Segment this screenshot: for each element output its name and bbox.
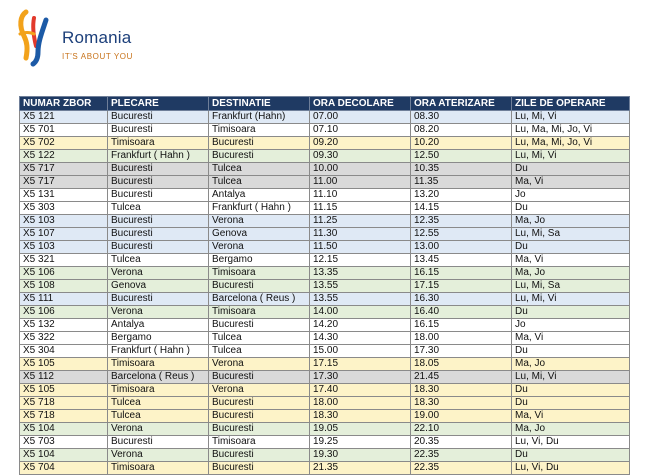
table-header [20, 97, 630, 111]
takeoff-time-cell: 15.00 [310, 345, 411, 358]
table-row [20, 241, 630, 254]
landing-time-cell: 16.40 [411, 306, 512, 319]
destination-cell: Bucuresti [209, 371, 310, 384]
landing-time-cell: 16.30 [411, 293, 512, 306]
departure-cell: Timisoara [108, 358, 209, 371]
takeoff-time-cell: 14.30 [310, 332, 411, 345]
operating-days-cell: Lu, Mi, Vi [512, 371, 630, 384]
flight-number-cell: X5 105 [20, 384, 108, 397]
destination-cell: Bucuresti [209, 150, 310, 163]
flight-number-cell: X5 322 [20, 332, 108, 345]
landing-time-cell: 12.55 [411, 228, 512, 241]
departure-cell: Timisoara [108, 137, 209, 150]
table-body [20, 111, 630, 475]
operating-days-cell: Lu, Mi, Sa [512, 280, 630, 293]
operating-days-cell: Ma, Vi [512, 254, 630, 267]
operating-days-cell: Ma, Jo [512, 267, 630, 280]
departure-cell: Bucuresti [108, 241, 209, 254]
table-row [20, 202, 630, 215]
operating-days-cell: Du [512, 384, 630, 397]
landing-time-cell: 16.15 [411, 267, 512, 280]
operating-days-cell: Du [512, 306, 630, 319]
table-row [20, 306, 630, 319]
takeoff-time-cell: 14.20 [310, 319, 411, 332]
operating-days-cell: Du [512, 345, 630, 358]
table-row [20, 397, 630, 410]
landing-time-cell: 10.35 [411, 163, 512, 176]
flight-number-cell: X5 703 [20, 436, 108, 449]
takeoff-time-cell: 14.00 [310, 306, 411, 319]
destination-cell: Barcelona ( Reus ) [209, 293, 310, 306]
flight-number-cell: X5 321 [20, 254, 108, 267]
departure-cell: Tulcea [108, 254, 209, 267]
takeoff-time-cell: 10.00 [310, 163, 411, 176]
landing-time-cell: 18.00 [411, 332, 512, 345]
table-row [20, 384, 630, 397]
table-row [20, 410, 630, 423]
takeoff-time-cell: 11.00 [310, 176, 411, 189]
landing-time-cell: 14.15 [411, 202, 512, 215]
takeoff-time-cell: 09.20 [310, 137, 411, 150]
departure-cell: Verona [108, 306, 209, 319]
landing-time-cell: 17.30 [411, 345, 512, 358]
operating-days-cell: Lu, Mi, Sa [512, 228, 630, 241]
operating-days-cell: Ma, Jo [512, 423, 630, 436]
departure-cell: Frankfurt ( Hahn ) [108, 150, 209, 163]
flight-number-cell: X5 717 [20, 163, 108, 176]
table-row [20, 280, 630, 293]
departure-cell: Bucuresti [108, 228, 209, 241]
table-row [20, 111, 630, 124]
takeoff-time-cell: 13.35 [310, 267, 411, 280]
operating-days-cell: Lu, Mi, Vi [512, 150, 630, 163]
takeoff-time-cell: 11.15 [310, 202, 411, 215]
landing-time-cell: 18.30 [411, 384, 512, 397]
table-row [20, 267, 630, 280]
landing-time-cell: 13.00 [411, 241, 512, 254]
destination-cell: Frankfurt ( Hahn ) [209, 202, 310, 215]
operating-days-cell: Du [512, 163, 630, 176]
takeoff-time-cell: 19.25 [310, 436, 411, 449]
table-row [20, 462, 630, 475]
landing-time-cell: 18.30 [411, 397, 512, 410]
landing-time-cell: 22.10 [411, 423, 512, 436]
flight-number-cell: X5 122 [20, 150, 108, 163]
destination-cell: Verona [209, 358, 310, 371]
departure-cell: Bucuresti [108, 189, 209, 202]
departure-cell: Bucuresti [108, 436, 209, 449]
operating-days-cell: Lu, Ma, Mi, Jo, Vi [512, 137, 630, 150]
departure-cell: Bergamo [108, 332, 209, 345]
landing-time-cell: 13.45 [411, 254, 512, 267]
takeoff-time-cell: 17.15 [310, 358, 411, 371]
takeoff-time-cell: 12.15 [310, 254, 411, 267]
flight-number-cell: X5 718 [20, 397, 108, 410]
departure-cell: Tulcea [108, 202, 209, 215]
flight-number-cell: X5 718 [20, 410, 108, 423]
destination-cell: Timisoara [209, 436, 310, 449]
table-row [20, 358, 630, 371]
departure-cell: Bucuresti [108, 215, 209, 228]
table-row [20, 449, 630, 462]
table-row [20, 150, 630, 163]
flight-number-cell: X5 104 [20, 423, 108, 436]
landing-time-cell: 22.35 [411, 462, 512, 475]
table-row [20, 345, 630, 358]
flight-number-cell: X5 103 [20, 241, 108, 254]
flight-number-cell: X5 112 [20, 371, 108, 384]
departure-cell: Genova [108, 280, 209, 293]
flight-number-cell: X5 121 [20, 111, 108, 124]
landing-time-cell: 22.35 [411, 449, 512, 462]
flight-number-cell: X5 304 [20, 345, 108, 358]
table-row [20, 163, 630, 176]
destination-cell: Genova [209, 228, 310, 241]
takeoff-time-cell: 19.05 [310, 423, 411, 436]
destination-cell: Verona [209, 241, 310, 254]
destination-cell: Bucuresti [209, 397, 310, 410]
flight-number-cell: X5 107 [20, 228, 108, 241]
departure-cell: Verona [108, 267, 209, 280]
landing-time-cell: 12.35 [411, 215, 512, 228]
flight-number-cell: X5 104 [20, 449, 108, 462]
destination-cell: Bucuresti [209, 423, 310, 436]
table-row [20, 189, 630, 202]
takeoff-time-cell: 13.55 [310, 280, 411, 293]
operating-days-cell: Du [512, 202, 630, 215]
destination-cell: Timisoara [209, 267, 310, 280]
destination-cell: Frankfurt (Hahn) [209, 111, 310, 124]
table-row [20, 332, 630, 345]
takeoff-time-cell: 11.30 [310, 228, 411, 241]
column-header-destination: DESTINATIE [209, 97, 310, 111]
column-header-departure: PLECARE [108, 97, 209, 111]
landing-time-cell: 18.05 [411, 358, 512, 371]
takeoff-time-cell: 09.30 [310, 150, 411, 163]
landing-time-cell: 19.00 [411, 410, 512, 423]
destination-cell: Tulcea [209, 345, 310, 358]
departure-cell: Timisoara [108, 462, 209, 475]
takeoff-time-cell: 19.30 [310, 449, 411, 462]
landing-time-cell: 08.30 [411, 111, 512, 124]
table-row [20, 436, 630, 449]
flight-number-cell: X5 106 [20, 306, 108, 319]
flight-number-cell: X5 106 [20, 267, 108, 280]
operating-days-cell: Lu, Mi, Vi [512, 293, 630, 306]
column-header-flight-number: NUMAR ZBOR [20, 97, 108, 111]
flight-schedule-table [19, 96, 630, 475]
landing-time-cell: 10.20 [411, 137, 512, 150]
destination-cell: Bucuresti [209, 137, 310, 150]
departure-cell: Tulcea [108, 410, 209, 423]
operating-days-cell: Lu, Vi, Du [512, 462, 630, 475]
table-row [20, 254, 630, 267]
takeoff-time-cell: 18.00 [310, 397, 411, 410]
flight-number-cell: X5 105 [20, 358, 108, 371]
departure-cell: Bucuresti [108, 293, 209, 306]
operating-days-cell: Lu, Mi, Vi [512, 111, 630, 124]
departure-cell: Barcelona ( Reus ) [108, 371, 209, 384]
operating-days-cell: Jo [512, 189, 630, 202]
landing-time-cell: 11.35 [411, 176, 512, 189]
landing-time-cell: 08.20 [411, 124, 512, 137]
takeoff-time-cell: 11.10 [310, 189, 411, 202]
takeoff-time-cell: 18.30 [310, 410, 411, 423]
departure-cell: Frankfurt ( Hahn ) [108, 345, 209, 358]
takeoff-time-cell: 07.00 [310, 111, 411, 124]
flight-number-cell: X5 103 [20, 215, 108, 228]
flight-number-cell: X5 702 [20, 137, 108, 150]
departure-cell: Verona [108, 449, 209, 462]
operating-days-cell: Ma, Jo [512, 358, 630, 371]
table-row [20, 293, 630, 306]
operating-days-cell: Jo [512, 319, 630, 332]
logo-tagline: IT'S ABOUT YOU [62, 52, 133, 61]
takeoff-time-cell: 13.55 [310, 293, 411, 306]
logo-brand-text: Romania [62, 28, 132, 47]
destination-cell: Bucuresti [209, 280, 310, 293]
destination-cell: Bucuresti [209, 462, 310, 475]
flight-number-cell: X5 701 [20, 124, 108, 137]
departure-cell: Tulcea [108, 397, 209, 410]
table-row [20, 228, 630, 241]
landing-time-cell: 13.20 [411, 189, 512, 202]
departure-cell: Bucuresti [108, 111, 209, 124]
departure-cell: Verona [108, 423, 209, 436]
table-row [20, 423, 630, 436]
operating-days-cell: Du [512, 449, 630, 462]
destination-cell: Bucuresti [209, 449, 310, 462]
departure-cell: Timisoara [108, 384, 209, 397]
table-row [20, 124, 630, 137]
landing-time-cell: 21.45 [411, 371, 512, 384]
destination-cell: Tulcea [209, 176, 310, 189]
landing-time-cell: 16.15 [411, 319, 512, 332]
departure-cell: Bucuresti [108, 176, 209, 189]
destination-cell: Bucuresti [209, 319, 310, 332]
destination-cell: Timisoara [209, 124, 310, 137]
takeoff-time-cell: 07.10 [310, 124, 411, 137]
flight-number-cell: X5 108 [20, 280, 108, 293]
destination-cell: Antalya [209, 189, 310, 202]
operating-days-cell: Ma, Jo [512, 215, 630, 228]
takeoff-time-cell: 17.30 [310, 371, 411, 384]
table-row [20, 137, 630, 150]
departure-cell: Bucuresti [108, 124, 209, 137]
table-row [20, 176, 630, 189]
landing-time-cell: 12.50 [411, 150, 512, 163]
destination-cell: Timisoara [209, 306, 310, 319]
operating-days-cell: Ma, Vi [512, 332, 630, 345]
operating-days-cell: Du [512, 241, 630, 254]
destination-cell: Bergamo [209, 254, 310, 267]
takeoff-time-cell: 21.35 [310, 462, 411, 475]
destination-cell: Bucuresti [209, 410, 310, 423]
landing-time-cell: 17.15 [411, 280, 512, 293]
takeoff-time-cell: 11.50 [310, 241, 411, 254]
operating-days-cell: Lu, Vi, Du [512, 436, 630, 449]
takeoff-time-cell: 11.25 [310, 215, 411, 228]
column-header-operating-days: ZILE DE OPERARE [512, 97, 630, 111]
table-row [20, 215, 630, 228]
column-header-landing-time: ORA ATERIZARE [411, 97, 512, 111]
operating-days-cell: Ma, Vi [512, 410, 630, 423]
destination-cell: Verona [209, 384, 310, 397]
flight-number-cell: X5 111 [20, 293, 108, 306]
fly-romania-logo [16, 8, 156, 68]
destination-cell: Verona [209, 215, 310, 228]
table-row [20, 319, 630, 332]
takeoff-time-cell: 17.40 [310, 384, 411, 397]
departure-cell: Bucuresti [108, 163, 209, 176]
destination-cell: Tulcea [209, 332, 310, 345]
departure-cell: Antalya [108, 319, 209, 332]
fly-logo-icon [16, 8, 60, 68]
destination-cell: Tulcea [209, 163, 310, 176]
flight-number-cell: X5 717 [20, 176, 108, 189]
operating-days-cell: Du [512, 397, 630, 410]
flight-number-cell: X5 131 [20, 189, 108, 202]
flight-number-cell: X5 303 [20, 202, 108, 215]
landing-time-cell: 20.35 [411, 436, 512, 449]
operating-days-cell: Lu, Ma, Mi, Jo, Vi [512, 124, 630, 137]
flight-number-cell: X5 132 [20, 319, 108, 332]
flight-number-cell: X5 704 [20, 462, 108, 475]
table-row [20, 371, 630, 384]
operating-days-cell: Ma, Vi [512, 176, 630, 189]
column-header-takeoff-time: ORA DECOLARE [310, 97, 411, 111]
header-row [20, 97, 630, 111]
